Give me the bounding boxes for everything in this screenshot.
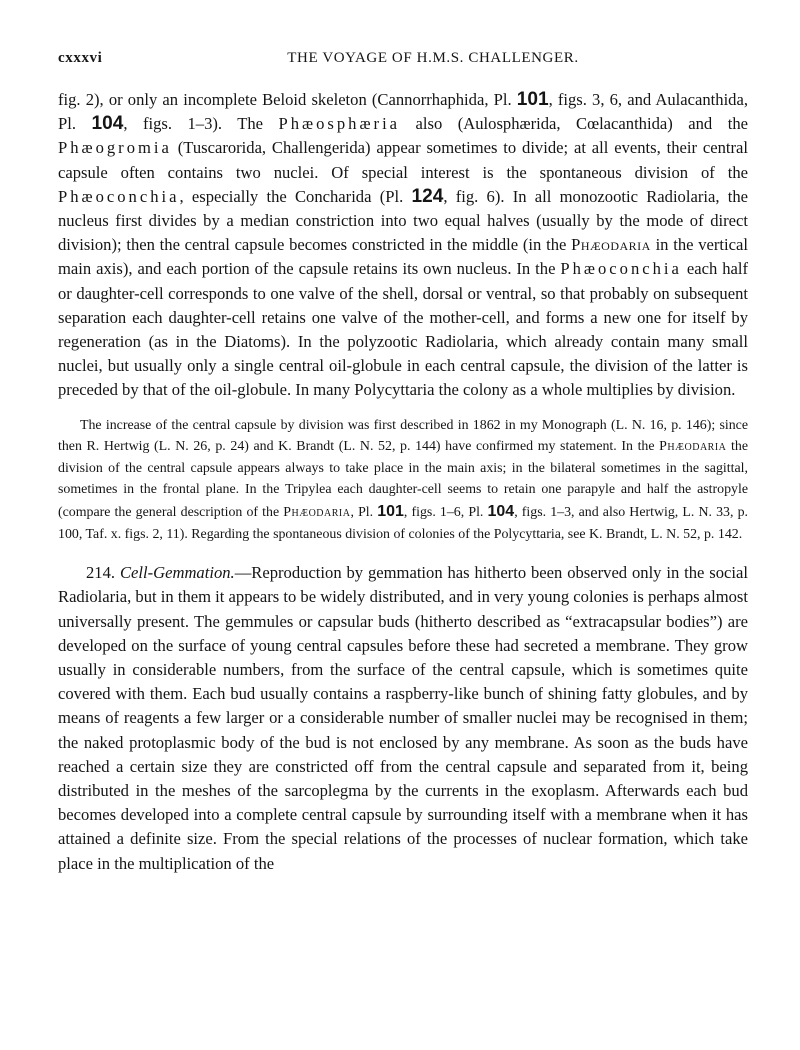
spaced-term: Phæogromia — [58, 138, 172, 158]
running-head — [58, 50, 748, 76]
text-span: , figs. 1–6, Pl. — [403, 505, 488, 521]
body-text — [58, 88, 748, 403]
plate-number: 101 — [516, 89, 549, 110]
text-span: also (Aulosphærida, Cœlacanthida) and the — [400, 114, 748, 134]
text-span: , Pl. — [350, 505, 378, 521]
spaced-term: Phæoconchia — [58, 186, 180, 206]
small-caps-term: Phæodaria — [571, 235, 651, 255]
plate-number: 104 — [91, 113, 124, 135]
spaced-term: Phæosphæria — [278, 114, 401, 134]
text-span: (Tuscarorida, Challengerida) appear sometimes to divide; at all events, their central capsule often contains two nuclei. Of special interest is the spontaneous division of the — [58, 138, 748, 182]
paragraph-division — [58, 88, 748, 403]
text-span: Reproduction by gemmation has hitherto been observed only in the social Radiolaria, but in them it appears to be widely distributed, and in very young colonies is perhaps almost universally present. The gemmules or capsular buds (hitherto described as “extracapsular bodies”) are developed on the surface of young central capsules before these had secreted a membrane. They grow usually in considerable numbers, from the surface of the central capsule, which is sometimes quite covered with them. Each bud usually contains a raspberry-like bunch of shining fatty globules, and by means of reagents a few larger or a considerable number of smaller nuclei may be recognised in them; the naked protoplasmic body of the bud is not enclosed by any membrane. As soon as the buds have reached a certain size they are constricted off from the central capsule and separated from it, being distributed in the meshes of the sarcoplegma by the currents in the exoplasm. Afterwards each bud becomes developed into a complete central capsule by surrounding itself with a membrane when it has attained a definite size. From the special relations of the processes of nuclear formation, which take place in the multiplication of the — [58, 563, 749, 873]
small-caps-term: Phæodaria — [283, 505, 351, 521]
text-span: fig. 2), or only an incomplete Beloid skeleton (Cannorrhaphida, Pl. — [58, 90, 517, 109]
text-span: , especially the Concharida (Pl. — [179, 186, 412, 206]
text-span: , figs. 1–3, and also Hertwig, L. N. 33, p. 100, Taf. x. figs. 2, 11). Regarding the spontaneous division of colonies of the Polycyttaria, see K. Brandt, L. N. 52, p. 142. — [58, 505, 748, 542]
footnote — [58, 415, 748, 546]
page-number: cxxxvi — [58, 50, 103, 66]
text-span: each half or daughter-cell corresponds to one valve of the shell, dorsal or ventral, so that probably on subsequent separation each daughter-cell retains one valve of the mother-cell, and forms a new one for itself by regeneration (as in the Diatoms). In the polyzootic Radiolaria, which already contain many small nuclei, but usually only a single central oil-globule in each central capsule, the division of the latter is preceded by that of the oil-globule. In many Polycyttaria the colony as a whole multiplies by division. — [58, 259, 748, 400]
plate-number: 104 — [487, 503, 515, 521]
paragraph-cell-gemmation — [58, 561, 748, 876]
plate-number: 124 — [411, 185, 444, 207]
running-title: THE VOYAGE OF H.M.S. CHALLENGER. — [287, 50, 579, 66]
text-span: , fig. 6). In all monozootic Radiolaria, the nucleus first divides by a median constriction into two equal halves (usually by the mode of direct division); then the central capsule becomes constricted in the middle (in the — [58, 186, 748, 255]
section-title: Cell-Gemmation. — [119, 563, 235, 583]
small-caps-term: Phæodaria — [659, 439, 727, 455]
text-span: , figs. 1–3). The — [123, 114, 279, 134]
text-span: The increase of the central capsule by division was first described in 1862 in my Monograph (L. N. 16, p. 146); since then R. Hertwig (L. N. 26, p. 24) and K. Brandt (L. N. 52, p. 144) have confirmed my statement. In the — [58, 417, 748, 455]
section-214 — [58, 561, 748, 876]
text-span: in the vertical main axis), and each portion of the capsule retains its own nucleus. In the — [58, 235, 748, 279]
spaced-term: Phæoconchia — [560, 259, 682, 279]
plate-number: 101 — [377, 503, 404, 521]
text-span: , figs. 3, 6, and Aulacanthida, Pl. — [58, 90, 748, 134]
section-number: 214. — [86, 563, 116, 583]
footnote-paragraph — [58, 415, 748, 546]
text-span: — — [234, 563, 252, 583]
text-span: the division of the central capsule appears always to take place in the main axis; in the bilateral sometimes in the sagittal, sometimes in the frontal plane. In the Tripylea each daughter-cell seems to retain one parapyle and half the astropyle (compare the general description of the — [58, 439, 748, 521]
